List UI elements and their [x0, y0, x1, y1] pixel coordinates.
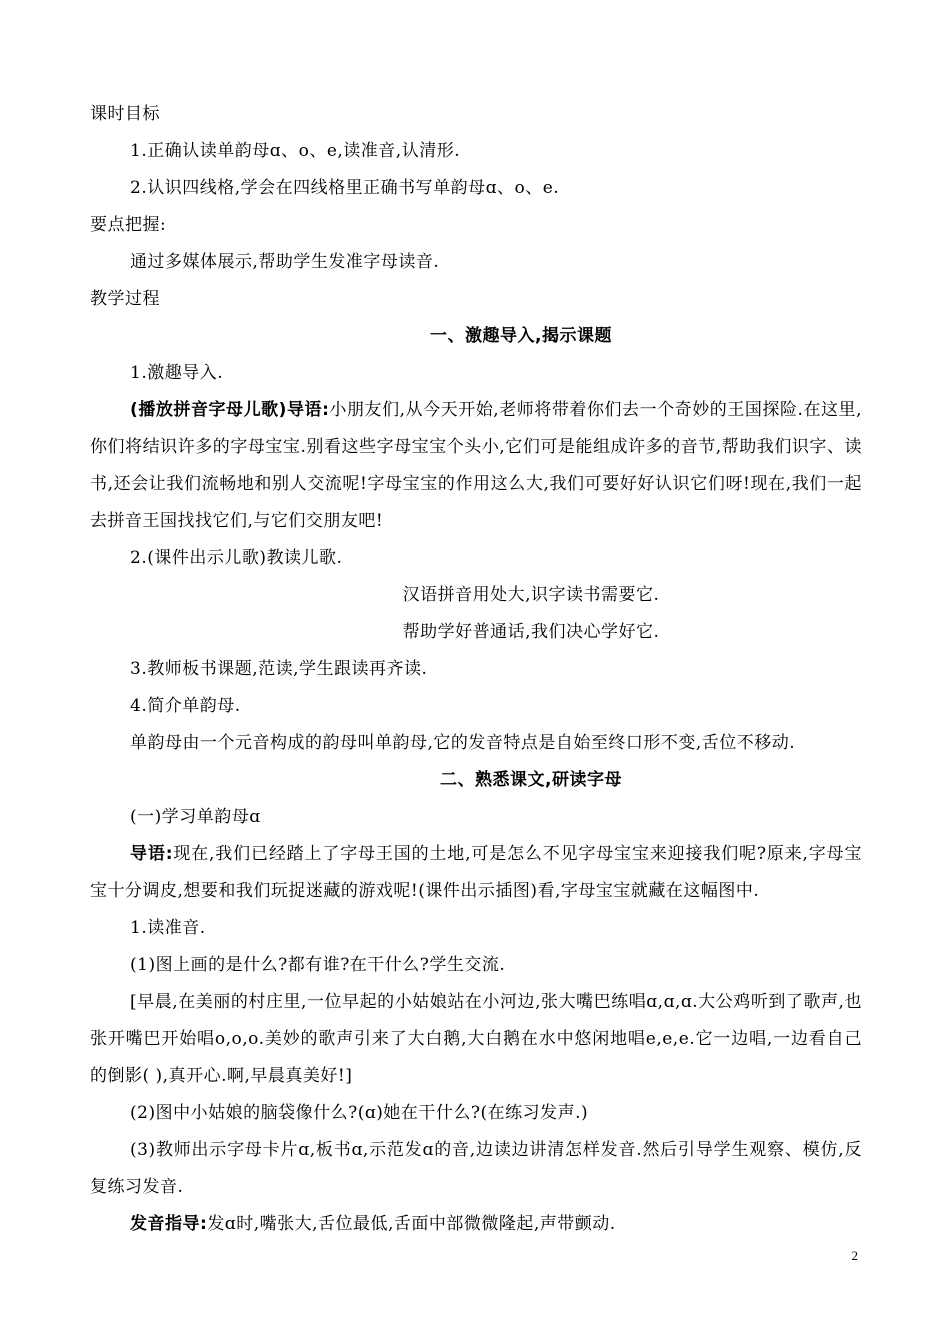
- step-4: 4.简介单韵母.: [130, 696, 241, 716]
- poem-line-1: 汉语拼音用处大,识字读书需要它.: [402, 585, 660, 605]
- objective-1: 1.正确认读单韵母ɑ、o、e,读准音,认清形.: [130, 141, 461, 161]
- question-1: (1)图上画的是什么?都有谁?在干什么?学生交流.: [130, 955, 506, 975]
- intro-text: 小朋友们,从今天开始,老师将带着你们去一个奇妙的王国探险.在这里,你们将结识许多的字母宝宝.别看这些字母宝宝个头小,它们可是能组成许多的音节,帮助我们识字、读书,还会让我们流畅地和别人交流呢!字母宝宝的作用这么大,我们可要好好认识它们呀!现在,我们一起去拼音王国找找它们,与它们交朋友吧!: [90, 400, 862, 531]
- section-label-keypoints: 要点把握:: [90, 215, 167, 235]
- page-number: 2: [851, 1248, 858, 1263]
- heading-part-2: 二、熟悉课文,研读字母: [440, 770, 622, 790]
- keypoint-text: 通过多媒体展示,帮助学生发准字母读音.: [130, 252, 440, 272]
- section-label-process: 教学过程: [90, 289, 160, 309]
- step-3: 3.教师板书课题,范读,学生跟读再齐读.: [130, 659, 428, 679]
- document-body: [90, 96, 862, 1243]
- guide-text: 现在,我们已经踏上了字母王国的土地,可是怎么不见字母宝宝来迎接我们呢?原来,字母宝宝十分调皮,想要和我们玩捉迷藏的游戏呢!(课件出示插图)看,字母宝宝就藏在这幅图中.: [90, 844, 862, 901]
- guide-paragraph: [90, 836, 862, 910]
- intro-bold-label: (播放拼音字母儿歌)导语:: [130, 400, 330, 420]
- question-2: (2)图中小姑娘的脑袋像什么?(ɑ)她在干什么?(在练习发声.): [130, 1103, 589, 1123]
- guide-bold-label: 导语:: [130, 844, 173, 864]
- question-3: (3)教师出示字母卡片ɑ,板书ɑ,示范发ɑ的音,边读边讲清怎样发音.然后引导学生观察、模仿,反复练习发音.: [90, 1140, 862, 1197]
- heading-part-1: 一、激趣导入,揭示课题: [430, 326, 612, 346]
- read-step-1: 1.读准音.: [130, 918, 206, 938]
- single-vowel-definition: 单韵母由一个元音构成的韵母叫单韵母,它的发音特点是自始至终口形不变,舌位不移动.: [130, 733, 796, 753]
- objective-2: 2.认识四线格,学会在四线格里正确书写单韵母ɑ、o、e.: [130, 178, 560, 198]
- step-1: 1.激趣导入.: [130, 363, 224, 383]
- section-label-objectives: 课时目标: [90, 104, 160, 124]
- intro-paragraph: [90, 392, 862, 540]
- pronunciation-bold-label: 发音指导:: [130, 1214, 208, 1234]
- step-2: 2.(课件出示儿歌)教读儿歌.: [130, 548, 343, 568]
- pronunciation-text: 发ɑ时,嘴张大,舌位最低,舌面中部微微隆起,声带颤动.: [207, 1214, 616, 1234]
- pronunciation-guide: [90, 1206, 862, 1243]
- subsection-a: (一)学习单韵母ɑ: [130, 807, 261, 827]
- poem-line-2: 帮助学好普通话,我们决心学好它.: [402, 622, 660, 642]
- story-bracket: [早晨,在美丽的村庄里,一位早起的小姑娘站在小河边,张大嘴巴练唱ɑ,ɑ,ɑ.大公鸡听到了歌声,也张开嘴巴开始唱o,o,o.美妙的歌声引来了大白鹅,大白鹅在水中悠闲地唱e,e,e.它一边唱,一边看自己的倒影( ),真开心.啊,早晨真美好!]: [90, 992, 862, 1086]
